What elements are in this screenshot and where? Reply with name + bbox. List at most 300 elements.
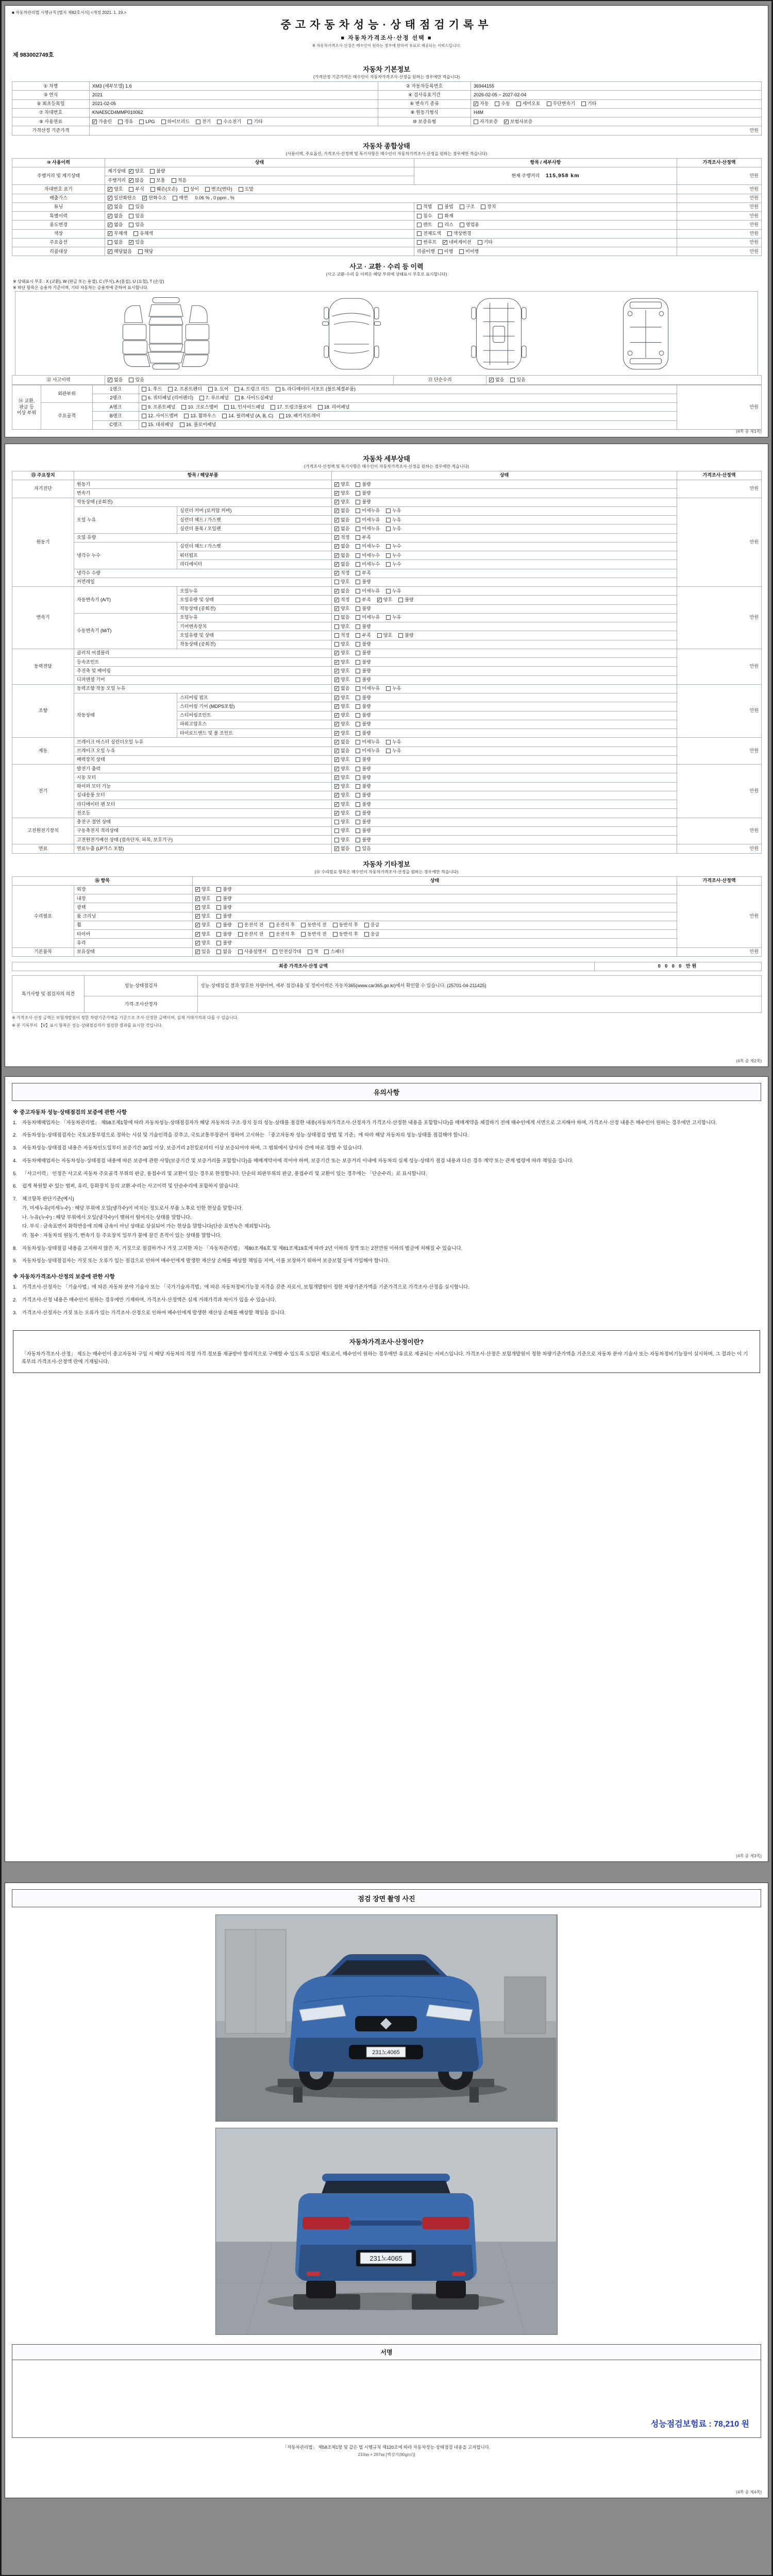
checkbox-option[interactable] [417,231,441,236]
checkbox-option[interactable] [334,668,349,674]
checkbox-option[interactable] [195,922,210,928]
checkbox-option[interactable] [334,633,349,638]
checkbox-option[interactable] [334,615,349,620]
checkbox-option[interactable] [217,119,241,125]
checkbox-checked[interactable]: ✓ [143,195,147,201]
checkbox-checked[interactable]: ✓ [108,186,112,192]
checkbox-unchecked[interactable] [459,249,464,254]
checkbox-option[interactable] [195,931,210,937]
checkbox-option[interactable] [481,204,496,210]
checkbox-option[interactable] [161,119,190,125]
checkbox-option[interactable] [356,802,371,807]
checkbox-option[interactable] [216,887,231,892]
checkbox-checked[interactable]: ✓ [334,686,339,691]
checkbox-unchecked[interactable] [386,749,391,753]
checkbox-option[interactable] [495,101,510,107]
checkbox-option[interactable] [334,579,349,585]
checkbox-checked[interactable]: ✓ [489,377,494,382]
checkbox-option[interactable] [334,641,349,647]
checkbox-checked[interactable]: ✓ [334,774,339,780]
checkbox-unchecked[interactable] [438,214,443,218]
checkbox-option[interactable] [356,837,371,843]
checkbox-checked[interactable]: ✓ [334,552,339,558]
checkbox-checked[interactable]: ✓ [334,739,339,744]
checkbox-option[interactable] [356,553,380,558]
checkbox-unchecked[interactable] [216,923,221,927]
checkbox-checked[interactable]: ✓ [108,377,112,382]
checkbox-unchecked[interactable] [364,932,369,937]
checkbox-option[interactable] [334,659,349,665]
checkbox-unchecked[interactable] [356,615,360,620]
checkbox-unchecked[interactable] [356,749,360,753]
checkbox-option[interactable] [356,517,380,523]
checkbox-option[interactable] [356,668,371,674]
checkbox-checked[interactable]: ✓ [129,177,133,183]
checkbox-option[interactable] [108,187,123,192]
checkbox-checked[interactable]: ✓ [195,931,200,937]
checkbox-unchecked[interactable] [356,535,360,540]
checkbox-unchecked[interactable] [216,905,221,910]
checkbox-option[interactable] [184,187,199,192]
checkbox-option[interactable] [276,386,356,392]
checkbox-option[interactable] [356,704,371,709]
checkbox-unchecked[interactable] [238,950,243,954]
checkbox-unchecked[interactable] [356,757,360,762]
checkbox-unchecked[interactable] [196,120,200,124]
checkbox-option[interactable] [334,597,349,603]
checkbox-checked[interactable]: ✓ [334,561,339,567]
checkbox-option[interactable] [196,119,211,125]
checkbox-unchecked[interactable] [386,518,391,522]
checkbox-unchecked[interactable] [161,120,166,124]
checkbox-unchecked[interactable] [356,767,360,771]
checkbox-option[interactable] [334,784,349,789]
checkbox-checked[interactable]: ✓ [334,703,339,709]
checkbox-unchecked[interactable] [356,598,360,602]
checkbox-checked[interactable]: ✓ [474,101,478,107]
checkbox-option[interactable] [235,395,273,401]
checkbox-option[interactable] [334,695,349,701]
checkbox-option[interactable] [398,633,413,638]
checkbox-option[interactable] [364,931,379,937]
checkbox-unchecked[interactable] [356,589,360,594]
checkbox-option[interactable] [356,686,380,691]
checkbox-option[interactable] [334,650,349,656]
checkbox-unchecked[interactable] [108,240,112,245]
checkbox-checked[interactable]: ✓ [129,168,133,174]
checkbox-option[interactable] [474,119,498,125]
checkbox-unchecked[interactable] [356,509,360,513]
checkbox-option[interactable] [301,931,326,937]
checkbox-option[interactable] [386,508,401,514]
checkbox-unchecked[interactable] [447,231,452,236]
checkbox-option[interactable] [478,240,493,245]
checkbox-checked[interactable]: ✓ [108,222,112,227]
checkbox-option[interactable] [205,187,232,192]
checkbox-option[interactable] [216,940,231,946]
checkbox-option[interactable] [356,828,371,834]
checkbox-unchecked[interactable] [356,731,360,736]
checkbox-unchecked[interactable] [356,686,360,691]
checkbox-option[interactable] [334,810,349,816]
checkbox-unchecked[interactable] [356,793,360,798]
checkbox-option[interactable] [129,204,144,210]
checkbox-unchecked[interactable] [142,387,146,392]
checkbox-option[interactable] [386,686,401,691]
checkbox-unchecked[interactable] [133,231,138,236]
checkbox-option[interactable] [334,802,349,807]
checkbox-unchecked[interactable] [356,633,360,638]
checkbox-option[interactable] [238,949,266,955]
checkbox-option[interactable] [356,721,371,727]
checkbox-option[interactable] [334,677,349,683]
checkbox-option[interactable] [150,168,165,174]
checkbox-unchecked[interactable] [334,615,339,620]
checkbox-option[interactable] [447,231,472,236]
checkbox-unchecked[interactable] [386,544,391,549]
checkbox-option[interactable] [334,775,349,781]
checkbox-unchecked[interactable] [356,838,360,842]
checkbox-option[interactable] [216,896,231,902]
checkbox-checked[interactable]: ✓ [334,766,339,771]
checkbox-unchecked[interactable] [334,828,339,833]
checkbox-option[interactable] [172,178,187,183]
checkbox-option[interactable] [386,517,401,523]
checkbox-checked[interactable]: ✓ [334,544,339,549]
checkbox-unchecked[interactable] [356,784,360,789]
checkbox-unchecked[interactable] [235,396,240,400]
checkbox-checked[interactable]: ✓ [334,508,339,514]
checkbox-option[interactable] [270,931,295,937]
checkbox-unchecked[interactable] [224,405,229,410]
checkbox-unchecked[interactable] [356,544,360,549]
checkbox-option[interactable] [239,187,254,192]
checkbox-option[interactable] [334,686,349,691]
checkbox-checked[interactable]: ✓ [195,922,200,928]
checkbox-option[interactable] [386,562,401,567]
checkbox-option[interactable] [108,204,123,210]
checkbox-option[interactable] [324,949,344,955]
checkbox-unchecked[interactable] [356,713,360,718]
checkbox-checked[interactable]: ✓ [334,650,339,656]
checkbox-checked[interactable]: ✓ [195,887,200,892]
checkbox-option[interactable] [398,597,413,603]
checkbox-unchecked[interactable] [138,249,143,254]
checkbox-option[interactable] [334,535,349,540]
checkbox-option[interactable] [516,101,541,107]
checkbox-unchecked[interactable] [356,820,360,824]
checkbox-unchecked[interactable] [356,562,360,567]
checkbox-option[interactable] [417,240,436,245]
checkbox-option[interactable] [474,101,489,107]
checkbox-option[interactable] [195,940,210,946]
checkbox-option[interactable] [386,588,401,594]
checkbox-option[interactable] [581,101,596,107]
checkbox-unchecked[interactable] [205,187,210,192]
checkbox-option[interactable] [377,633,392,638]
checkbox-checked[interactable]: ✓ [334,801,339,807]
checkbox-option[interactable] [108,240,123,245]
checkbox-unchecked[interactable] [510,378,515,382]
checkbox-unchecked[interactable] [150,187,155,192]
checkbox-option[interactable] [108,377,123,383]
checkbox-option[interactable] [356,784,371,789]
checkbox-option[interactable] [195,949,210,955]
checkbox-option[interactable] [142,404,175,410]
checkbox-option[interactable] [334,544,349,549]
checkbox-unchecked[interactable] [356,740,360,744]
checkbox-unchecked[interactable] [478,240,482,245]
checkbox-option[interactable] [199,395,229,401]
checkbox-checked[interactable]: ✓ [195,913,200,919]
checkbox-option[interactable] [356,792,371,798]
checkbox-checked[interactable]: ✓ [108,195,112,201]
checkbox-unchecked[interactable] [356,500,360,504]
checkbox-unchecked[interactable] [168,387,173,392]
checkbox-option[interactable] [129,240,144,245]
checkbox-option[interactable] [417,222,432,228]
checkbox-option[interactable] [181,404,217,410]
checkbox-unchecked[interactable] [173,196,177,200]
checkbox-option[interactable] [142,195,166,201]
checkbox-unchecked[interactable] [481,205,485,209]
checkbox-unchecked[interactable] [398,633,403,638]
checkbox-option[interactable] [270,922,295,928]
checkbox-unchecked[interactable] [333,923,338,927]
checkbox-option[interactable] [417,213,432,219]
checkbox-option[interactable] [224,404,265,410]
checkbox-unchecked[interactable] [181,405,186,410]
checkbox-option[interactable] [356,641,371,647]
checkbox-option[interactable] [356,757,371,762]
checkbox-unchecked[interactable] [398,598,403,602]
checkbox-unchecked[interactable] [495,101,499,106]
checkbox-unchecked[interactable] [516,101,521,106]
checkbox-option[interactable] [118,119,133,125]
checkbox-unchecked[interactable] [301,932,306,937]
checkbox-checked[interactable]: ✓ [195,895,200,901]
checkbox-option[interactable] [356,731,371,736]
checkbox-option[interactable] [180,422,216,428]
checkbox-option[interactable] [129,187,144,192]
checkbox-checked[interactable]: ✓ [334,784,339,789]
checkbox-unchecked[interactable] [581,101,586,106]
checkbox-option[interactable] [356,624,371,630]
checkbox-checked[interactable]: ✓ [334,570,339,576]
checkbox-checked[interactable]: ✓ [334,677,339,683]
checkbox-option[interactable] [356,482,371,487]
checkbox-option[interactable] [216,949,231,955]
checkbox-option[interactable] [356,650,371,656]
checkbox-unchecked[interactable] [364,923,369,927]
checkbox-option[interactable] [139,119,155,125]
checkbox-option[interactable] [356,633,371,638]
checkbox-option[interactable] [356,606,371,612]
checkbox-checked[interactable]: ✓ [108,231,112,236]
checkbox-option[interactable] [438,249,453,255]
checkbox-checked[interactable]: ✓ [334,810,339,816]
checkbox-option[interactable] [356,659,371,665]
checkbox-unchecked[interactable] [142,422,146,427]
checkbox-checked[interactable]: ✓ [334,748,339,754]
checkbox-option[interactable] [356,677,371,683]
checkbox-option[interactable] [334,731,349,736]
checkbox-option[interactable] [443,240,471,245]
checkbox-unchecked[interactable] [142,414,146,418]
checkbox-option[interactable] [356,588,380,594]
checkbox-option[interactable] [334,713,349,718]
checkbox-unchecked[interactable] [318,405,323,410]
checkbox-option[interactable] [438,222,453,228]
checkbox-option[interactable] [247,119,262,125]
checkbox-option[interactable] [334,499,349,505]
checkbox-option[interactable] [334,490,349,496]
checkbox-option[interactable] [216,905,231,910]
checkbox-unchecked[interactable] [356,580,360,584]
checkbox-unchecked[interactable] [356,811,360,816]
checkbox-option[interactable] [129,178,144,183]
checkbox-unchecked[interactable] [129,214,133,218]
checkbox-option[interactable] [460,222,479,228]
checkbox-checked[interactable]: ✓ [334,517,339,522]
checkbox-unchecked[interactable] [222,414,227,418]
checkbox-unchecked[interactable] [129,187,133,192]
checkbox-option[interactable] [356,579,371,585]
checkbox-option[interactable] [386,748,401,754]
checkbox-option[interactable] [234,386,270,392]
checkbox-option[interactable] [334,517,349,523]
checkbox-unchecked[interactable] [356,722,360,726]
checkbox-checked[interactable]: ✓ [334,668,339,673]
checkbox-unchecked[interactable] [142,396,146,400]
checkbox-option[interactable] [356,748,380,754]
checkbox-option[interactable] [273,949,301,955]
checkbox-unchecked[interactable] [271,405,275,410]
checkbox-checked[interactable]: ✓ [334,713,339,718]
checkbox-unchecked[interactable] [386,553,391,558]
checkbox-option[interactable] [334,828,349,834]
checkbox-option[interactable] [386,544,401,549]
checkbox-unchecked[interactable] [377,633,382,638]
checkbox-unchecked[interactable] [216,887,221,892]
checkbox-option[interactable] [356,775,371,781]
checkbox-option[interactable] [356,597,371,603]
checkbox-option[interactable] [356,535,371,540]
checkbox-option[interactable] [334,562,349,567]
checkbox-checked[interactable]: ✓ [334,792,339,798]
checkbox-unchecked[interactable] [386,527,391,531]
checkbox-option[interactable] [142,395,193,401]
checkbox-option[interactable] [438,213,453,219]
checkbox-option[interactable] [108,222,123,228]
checkbox-option[interactable] [173,195,188,201]
checkbox-unchecked[interactable] [216,941,221,945]
checkbox-option[interactable] [271,404,311,410]
checkbox-option[interactable] [334,588,349,594]
checkbox-option[interactable] [216,913,231,919]
checkbox-unchecked[interactable] [356,669,360,673]
checkbox-option[interactable] [150,187,178,192]
checkbox-option[interactable] [356,846,371,852]
checkbox-unchecked[interactable] [438,223,443,227]
checkbox-checked[interactable]: ✓ [334,499,339,505]
checkbox-unchecked[interactable] [356,846,360,851]
checkbox-unchecked[interactable] [438,205,443,209]
checkbox-option[interactable] [108,213,123,219]
checkbox-unchecked[interactable] [216,896,221,901]
checkbox-checked[interactable]: ✓ [334,606,339,612]
checkbox-unchecked[interactable] [208,387,213,392]
checkbox-option[interactable] [216,931,231,937]
checkbox-option[interactable] [334,837,349,843]
checkbox-unchecked[interactable] [150,169,155,174]
checkbox-option[interactable] [334,606,349,612]
checkbox-checked[interactable]: ✓ [334,490,339,496]
checkbox-option[interactable] [334,739,349,745]
checkbox-unchecked[interactable] [273,950,277,954]
checkbox-option[interactable] [356,526,380,532]
checkbox-option[interactable] [334,570,349,576]
checkbox-option[interactable] [301,922,326,928]
checkbox-option[interactable] [377,597,392,603]
checkbox-unchecked[interactable] [180,422,184,427]
checkbox-unchecked[interactable] [386,589,391,594]
checkbox-option[interactable] [108,249,132,255]
checkbox-unchecked[interactable] [417,231,422,236]
checkbox-unchecked[interactable] [333,932,338,937]
checkbox-option[interactable] [142,422,174,428]
checkbox-checked[interactable]: ✓ [443,240,447,245]
checkbox-checked[interactable]: ✓ [195,940,200,945]
checkbox-unchecked[interactable] [234,387,239,392]
checkbox-unchecked[interactable] [386,686,391,691]
checkbox-option[interactable] [356,713,371,718]
checkbox-option[interactable] [489,377,504,383]
checkbox-option[interactable] [386,553,401,558]
checkbox-option[interactable] [334,792,349,798]
checkbox-checked[interactable]: ✓ [334,845,339,851]
checkbox-unchecked[interactable] [356,624,360,629]
checkbox-unchecked[interactable] [150,178,155,183]
checkbox-unchecked[interactable] [417,223,422,227]
checkbox-option[interactable] [334,624,349,630]
checkbox-option[interactable] [356,695,371,701]
checkbox-option[interactable] [222,413,273,419]
checkbox-checked[interactable]: ✓ [334,757,339,762]
checkbox-option[interactable] [195,887,210,892]
checkbox-unchecked[interactable] [334,820,339,824]
checkbox-option[interactable] [364,922,379,928]
checkbox-checked[interactable]: ✓ [334,588,339,594]
checkbox-option[interactable] [129,168,144,174]
checkbox-option[interactable] [356,562,380,567]
checkbox-unchecked[interactable] [270,923,274,927]
checkbox-unchecked[interactable] [217,120,222,124]
checkbox-unchecked[interactable] [118,120,123,124]
checkbox-unchecked[interactable] [216,914,221,919]
checkbox-option[interactable] [460,204,475,210]
checkbox-option[interactable] [334,482,349,487]
checkbox-unchecked[interactable] [301,923,306,927]
checkbox-unchecked[interactable] [356,527,360,531]
checkbox-option[interactable] [333,922,358,928]
checkbox-unchecked[interactable] [172,178,176,183]
checkbox-option[interactable] [168,386,201,392]
checkbox-option[interactable] [129,213,144,219]
checkbox-option[interactable] [108,231,127,236]
checkbox-unchecked[interactable] [474,120,478,124]
checkbox-unchecked[interactable] [247,120,252,124]
